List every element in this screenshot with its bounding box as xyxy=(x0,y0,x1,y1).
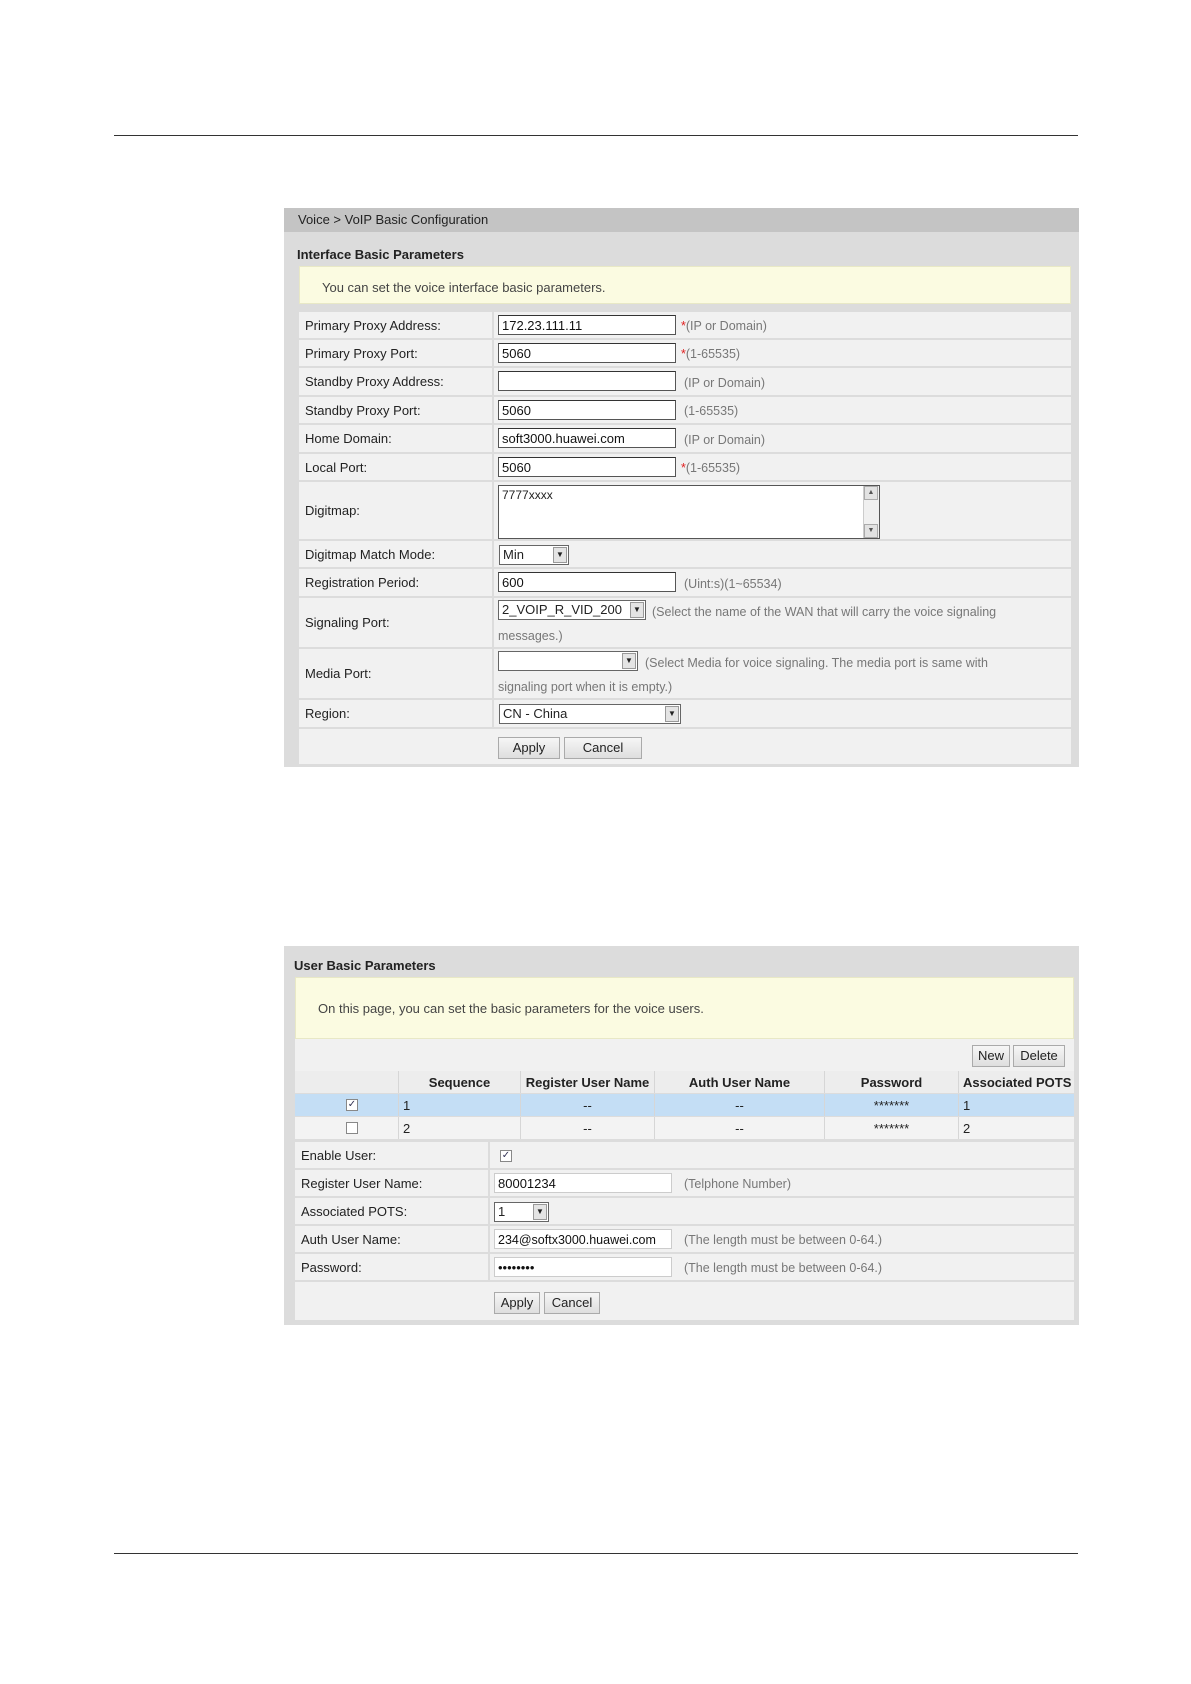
field-label: Primary Proxy Port: xyxy=(299,340,494,366)
textarea-scrollbar[interactable] xyxy=(863,486,879,538)
cell-password: ******* xyxy=(825,1094,959,1116)
field-label: Media Port: xyxy=(299,649,494,698)
header-register-user-name: Register User Name xyxy=(521,1071,655,1093)
voip-basic-config-panel xyxy=(284,208,1079,767)
apply-button[interactable]: Apply xyxy=(494,1292,540,1314)
interface-form xyxy=(299,312,1071,764)
required-marker: * xyxy=(681,347,686,361)
cell-register-user-name: -- xyxy=(521,1117,655,1139)
field-hint: (Select Media for voice signaling. The media port is same with xyxy=(645,656,988,670)
field-hint: (Uint:s)(1~65534) xyxy=(684,577,782,591)
associated-pots-select[interactable] xyxy=(494,1202,549,1222)
field-label: Home Domain: xyxy=(299,425,494,452)
info-note xyxy=(299,266,1071,304)
field-hint: (The length must be between 0-64.) xyxy=(684,1233,883,1247)
field-label: Associated POTS: xyxy=(295,1198,490,1224)
breadcrumb: Voice > VoIP Basic Configuration xyxy=(284,208,1079,232)
row-auth-user-name xyxy=(295,1226,1074,1254)
cell-associated-pots: 1 xyxy=(963,1097,971,1113)
register-user-name-input[interactable]: 80001234 xyxy=(494,1173,672,1193)
field-label: Standby Proxy Address: xyxy=(299,368,494,395)
cell-associated-pots: 2 xyxy=(963,1120,971,1136)
hint-text: (IP or Domain) xyxy=(685,319,767,333)
cell-auth-user-name: -- xyxy=(655,1117,825,1139)
apply-button[interactable]: Apply xyxy=(498,737,560,759)
header-associated-pots: Associated POTS xyxy=(963,1074,1072,1090)
info-note-text: On this page, you can set the basic parameters for the voice users. xyxy=(318,1001,704,1016)
field-label: Region: xyxy=(299,700,494,727)
field-hint-continued: signaling port when it is empty.) xyxy=(498,680,673,694)
field-hint: (Select the name of the WAN that will carry the voice signaling xyxy=(652,605,997,619)
signaling-port-select[interactable] xyxy=(498,600,646,620)
chevron-down-icon[interactable]: ▼ xyxy=(533,1204,547,1220)
checkmark-icon: ✓ xyxy=(347,1099,357,1110)
selected-value: CN - China xyxy=(503,706,568,721)
cancel-button[interactable]: Cancel xyxy=(544,1292,600,1314)
region-select[interactable] xyxy=(499,704,681,724)
table-toolbar xyxy=(295,1039,1074,1071)
row-local-port xyxy=(299,454,1071,482)
row-registration-period xyxy=(299,569,1071,598)
field-hint: (1-65535) xyxy=(684,404,739,418)
table-row[interactable] xyxy=(295,1094,1074,1116)
checkmark-icon: ✓ xyxy=(501,1150,511,1161)
field-hint: (IP or Domain) xyxy=(684,376,766,390)
row-digitmap-match-mode xyxy=(299,541,1071,569)
row-select-cell xyxy=(295,1117,399,1139)
users-table xyxy=(295,1071,1074,1137)
row-associated-pots xyxy=(295,1198,1074,1226)
header-select xyxy=(295,1071,399,1093)
field-label: Auth User Name: xyxy=(295,1226,490,1252)
row-checkbox[interactable] xyxy=(346,1122,358,1134)
section-title: Interface Basic Parameters xyxy=(297,247,464,262)
chevron-down-icon[interactable]: ▼ xyxy=(553,547,567,563)
field-label: Digitmap Match Mode: xyxy=(299,541,494,567)
field-label: Primary Proxy Address: xyxy=(299,312,494,338)
scroll-down-icon[interactable]: ▼ xyxy=(864,524,878,538)
header-sequence: Sequence xyxy=(399,1071,521,1093)
standby-proxy-address-input[interactable] xyxy=(498,371,676,391)
info-note xyxy=(295,977,1074,1039)
row-primary-proxy-address xyxy=(299,312,1071,340)
new-button[interactable]: New xyxy=(972,1045,1010,1067)
button-bar xyxy=(295,1284,1074,1320)
digitmap-text: 7777xxxx xyxy=(502,488,553,502)
row-signaling-port xyxy=(299,598,1071,649)
field-hint xyxy=(681,319,767,333)
row-media-port xyxy=(299,649,1071,700)
home-domain-input[interactable]: soft3000.huawei.com xyxy=(498,428,676,448)
chevron-down-icon[interactable]: ▼ xyxy=(665,706,679,722)
required-marker: * xyxy=(681,461,686,475)
row-digitmap xyxy=(299,482,1071,541)
selected-value: Min xyxy=(503,547,524,562)
auth-user-name-input[interactable]: 234@softx3000.huawei.com xyxy=(494,1229,672,1249)
field-hint-continued: messages.) xyxy=(498,629,563,643)
cell-register-user-name: -- xyxy=(521,1094,655,1116)
selected-value: 2_VOIP_R_VID_200 xyxy=(502,602,622,617)
row-select-cell xyxy=(295,1094,399,1116)
row-primary-proxy-port xyxy=(299,340,1071,368)
required-marker: * xyxy=(681,319,686,333)
hint-text: (1-65535) xyxy=(685,347,741,361)
button-bar xyxy=(299,729,1071,764)
cell-auth-user-name: -- xyxy=(655,1094,825,1116)
field-label: Local Port: xyxy=(299,454,494,480)
row-region xyxy=(299,700,1071,729)
field-hint xyxy=(681,461,740,475)
row-checkbox[interactable] xyxy=(346,1099,358,1111)
digitmap-match-mode-select[interactable] xyxy=(499,545,569,565)
cell-sequence: 1 xyxy=(399,1094,521,1116)
table-header xyxy=(295,1071,1074,1093)
field-hint: (IP or Domain) xyxy=(684,433,766,447)
password-input[interactable]: •••••••• xyxy=(494,1257,672,1277)
row-home-domain xyxy=(299,425,1071,454)
row-register-user-name xyxy=(295,1170,1074,1198)
field-label: Enable User: xyxy=(295,1142,490,1168)
field-label: Registration Period: xyxy=(299,569,494,596)
field-hint xyxy=(681,347,740,361)
row-enable-user xyxy=(295,1142,1074,1170)
cell-sequence: 2 xyxy=(399,1117,521,1139)
header-rule xyxy=(114,135,1078,136)
local-port-input[interactable]: 5060 xyxy=(498,457,676,477)
table-row[interactable] xyxy=(295,1117,1074,1139)
field-hint: (The length must be between 0-64.) xyxy=(684,1261,883,1275)
field-label: Signaling Port: xyxy=(299,598,494,647)
row-password xyxy=(295,1254,1074,1282)
row-standby-proxy-address xyxy=(299,368,1071,397)
chevron-down-icon[interactable]: ▼ xyxy=(622,653,636,669)
primary-proxy-address-input[interactable]: 172.23.111.11 xyxy=(498,315,676,335)
field-label: Digitmap: xyxy=(299,482,494,539)
cell-password: ******* xyxy=(825,1117,959,1139)
standby-proxy-port-input[interactable]: 5060 xyxy=(498,400,676,420)
user-form xyxy=(295,1142,1074,1320)
field-hint: (Telphone Number) xyxy=(684,1177,791,1191)
hint-text: (1-65535) xyxy=(685,461,741,475)
row-standby-proxy-port xyxy=(299,397,1071,425)
media-port-select[interactable] xyxy=(498,651,638,671)
footer-rule xyxy=(114,1553,1078,1554)
registration-period-input[interactable]: 600 xyxy=(498,572,676,592)
section-title: User Basic Parameters xyxy=(294,958,436,973)
cancel-button[interactable]: Cancel xyxy=(564,737,642,759)
enable-user-checkbox[interactable] xyxy=(500,1150,512,1162)
info-note-text: You can set the voice interface basic parameters. xyxy=(322,280,606,295)
field-label: Standby Proxy Port: xyxy=(299,397,494,423)
field-label: Register User Name: xyxy=(295,1170,490,1196)
user-basic-parameters-panel xyxy=(284,946,1079,1325)
header-auth-user-name: Auth User Name xyxy=(655,1071,825,1093)
digitmap-textarea[interactable] xyxy=(498,485,880,539)
delete-button[interactable]: Delete xyxy=(1013,1045,1065,1067)
selected-value: 1 xyxy=(498,1204,506,1219)
header-password: Password xyxy=(825,1071,959,1093)
chevron-down-icon[interactable]: ▼ xyxy=(630,602,644,618)
scroll-up-icon[interactable]: ▲ xyxy=(864,486,878,500)
field-label: Password: xyxy=(295,1254,490,1280)
primary-proxy-port-input[interactable]: 5060 xyxy=(498,343,676,363)
